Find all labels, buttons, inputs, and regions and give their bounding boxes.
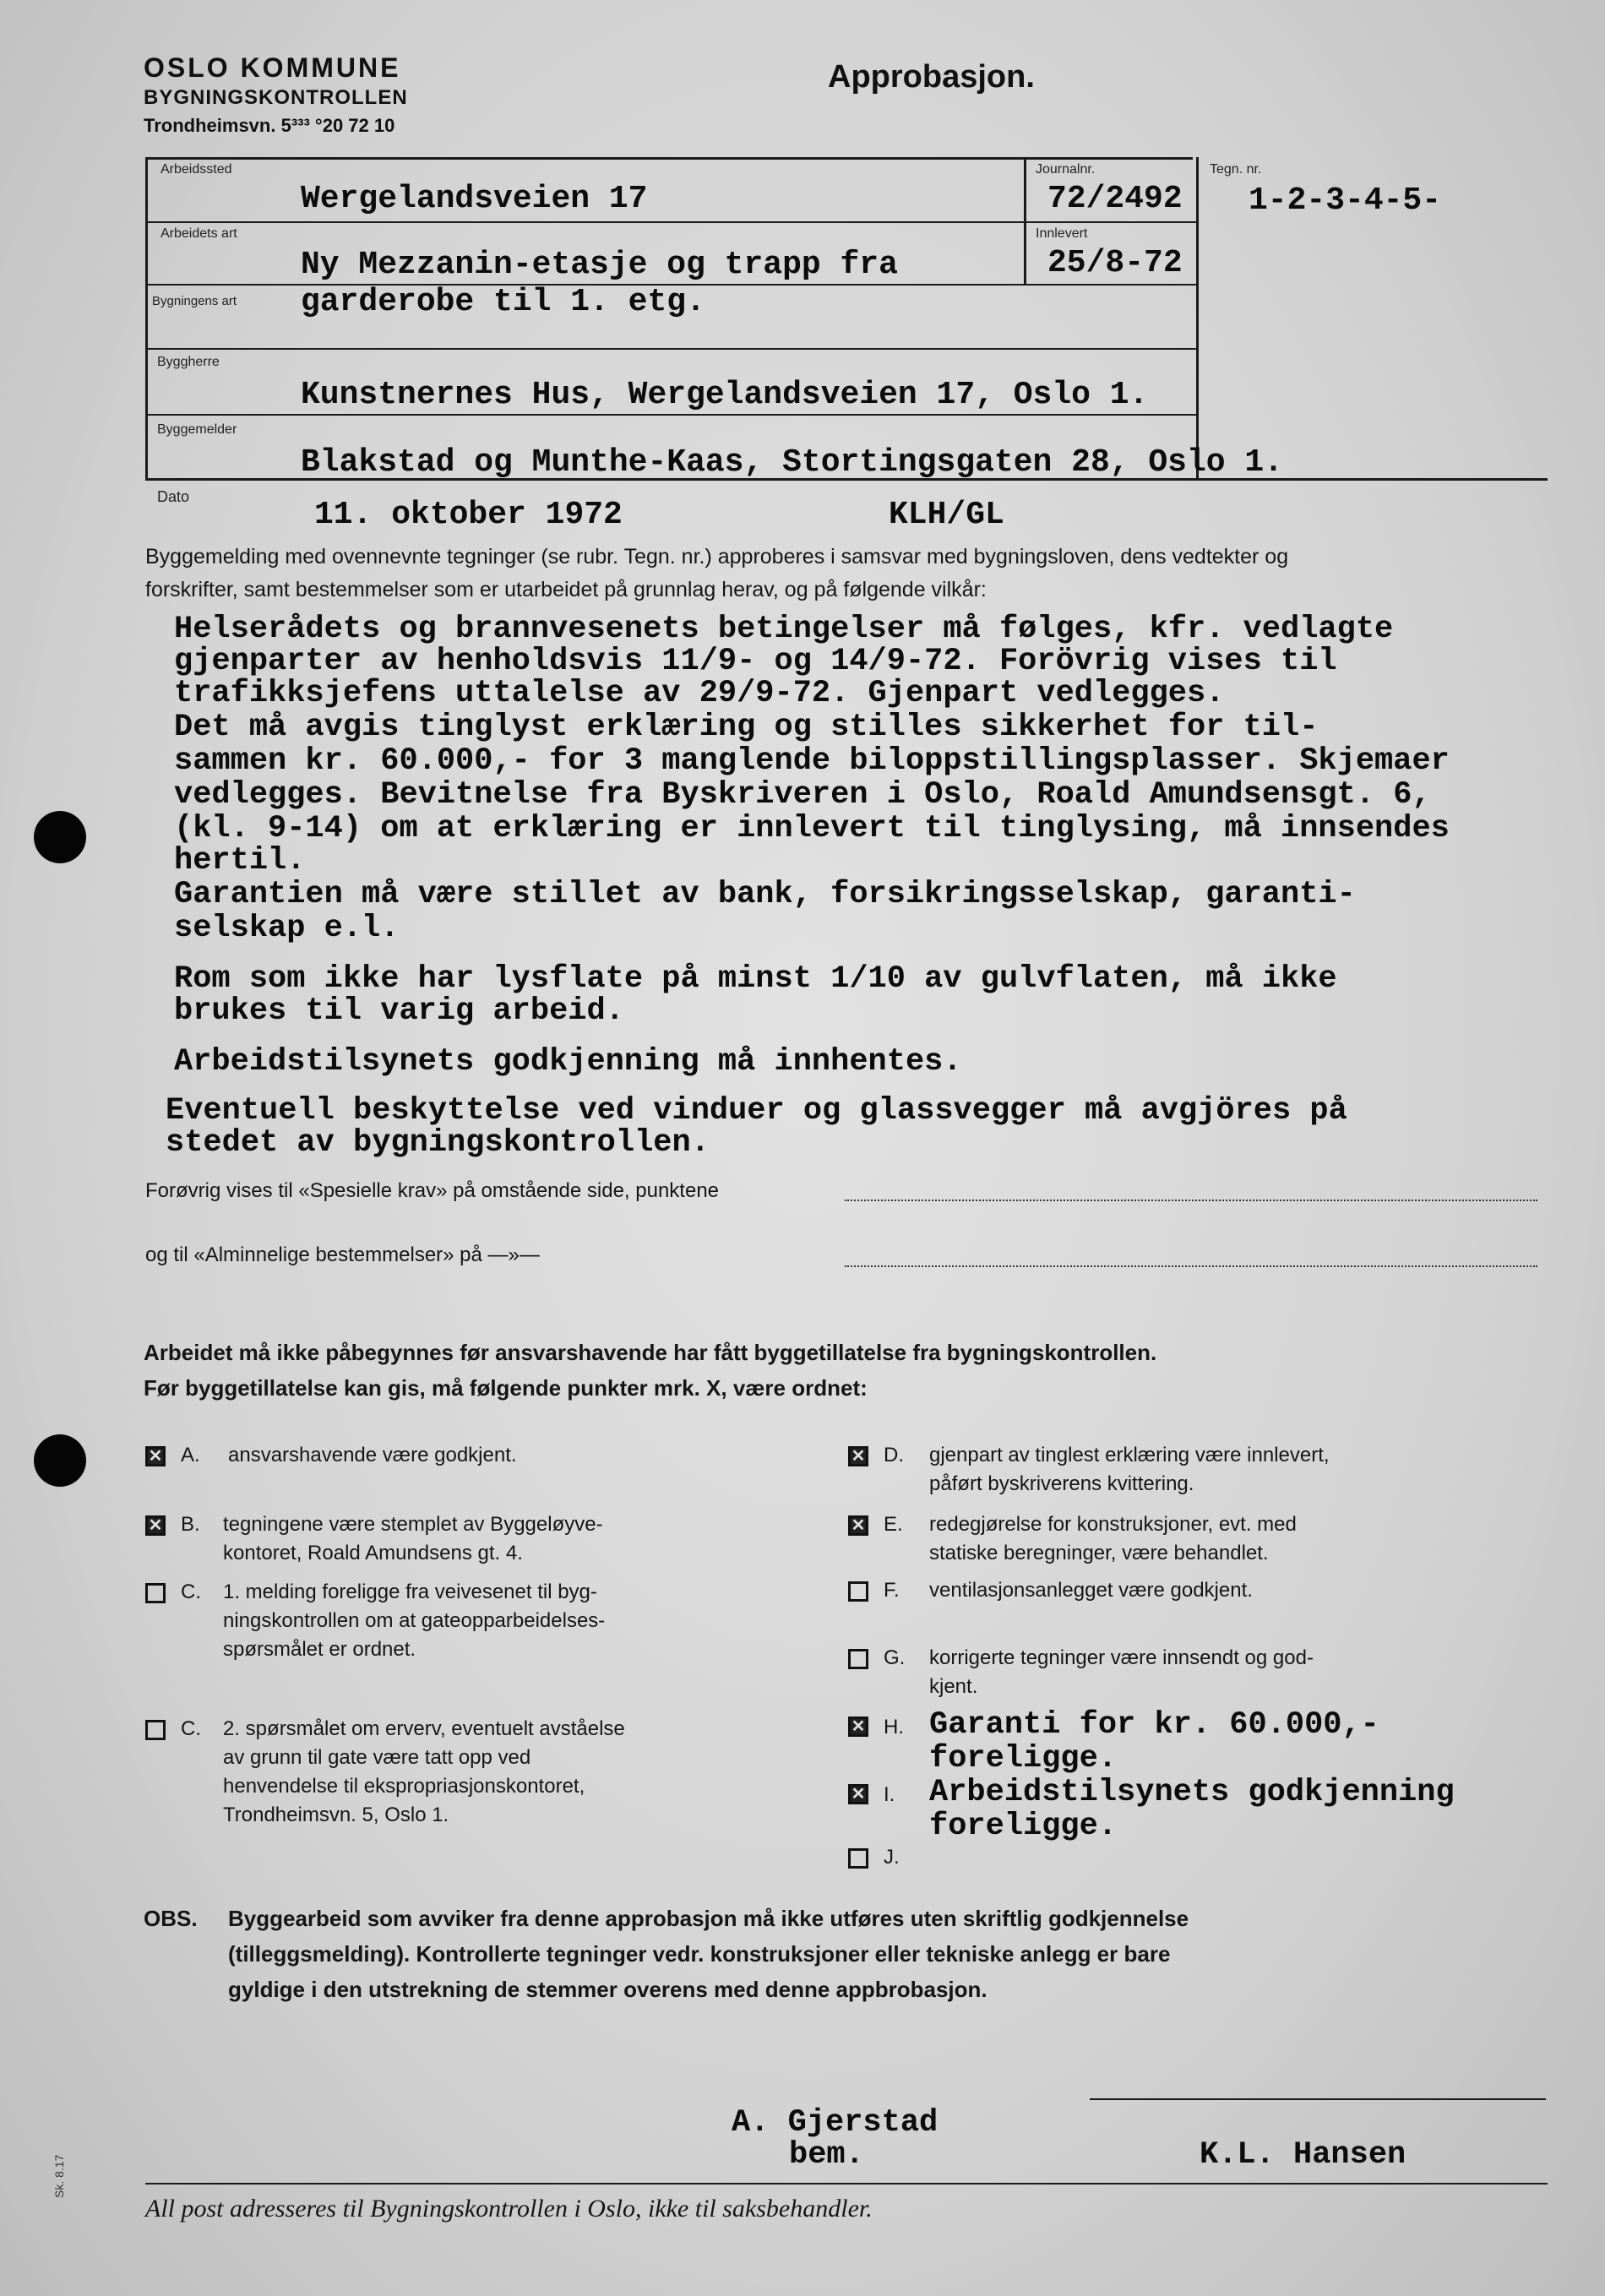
checkbox-a[interactable]: ✕: [145, 1446, 166, 1466]
ref-alminnelige: og til «Alminnelige bestemmelser» på —»—: [145, 1243, 540, 1266]
obs-label: OBS.: [144, 1906, 198, 1931]
condition-line: Arbeidstilsynets godkjenning må innhentes.: [174, 1044, 962, 1080]
arbeidets-art-label: Arbeidets art: [160, 226, 237, 241]
form-code: Sk. 8.17: [52, 2154, 66, 2198]
punch-hole-bottom: [34, 1434, 86, 1487]
tegn-label: Tegn. nr.: [1210, 162, 1262, 177]
signature-right-name: K.L. Hansen: [1200, 2137, 1406, 2173]
condition-line: stedet av bygningskontrollen.: [166, 1125, 710, 1161]
condition-line: Det må avgis tinglyst erklæring og stilles sikkerhet for til-: [174, 710, 1319, 745]
warning-line-1: Arbeidet må ikke påbegynnes før ansvarshavende har fått byggetillatelse fra bygningskontrollen.: [144, 1340, 1157, 1365]
form-left-border: [145, 157, 148, 478]
check-text: tegningene være stemplet av Byggeløyve- kontoret, Roald Amundsens gt. 4.: [223, 1513, 603, 1564]
checkbox-c2[interactable]: [145, 1720, 166, 1740]
ref-alminnelige-fill: [845, 1265, 1537, 1267]
signature-left-note: bem.: [789, 2137, 864, 2173]
check-text: 1. melding foreligge fra veivesenet til byg- ningskontrollen om at gateopparbeidelses- spørsmålet er ordnet.: [223, 1581, 606, 1661]
form-row-line-1: [145, 221, 1196, 223]
condition-line: (kl. 9-14) om at erklæring er innlevert til tinglysing, må innsendes: [174, 811, 1450, 846]
ref-spesielle-krav: Forøvrig vises til «Spesielle krav» på omstående side, punktene: [145, 1179, 720, 1202]
reference-initials: KLH/GL: [889, 497, 1004, 533]
check-letter: C.: [181, 1717, 201, 1740]
dato-value: 11. oktober 1972: [314, 497, 623, 533]
check-text: Garanti for kr. 60.000,- foreligge.: [929, 1707, 1379, 1776]
obs-line: gyldige i den utstrekning de stemmer overens med denne appbrobasjon.: [228, 1977, 987, 2002]
byggemelder-value: Blakstad og Munthe-Kaas, Stortingsgaten 28, Oslo 1.: [301, 444, 1283, 481]
byggherre-label: Byggherre: [157, 355, 220, 369]
check-letter: C.: [181, 1581, 201, 1603]
check-text: ventilasjonsanlegget være godkjent.: [929, 1579, 1253, 1602]
bygningens-art-value: garderobe til 1. etg.: [301, 284, 705, 320]
check-letter: F.: [884, 1579, 900, 1602]
intro-line-1: Byggemelding med ovennevnte tegninger (se rubr. Tegn. nr.) approberes i samsvar med bygningsloven, dens vedtekter og: [145, 545, 1289, 569]
check-text: redegjørelse for konstruksjoner, evt. med statiske beregninger, være behandlet.: [929, 1513, 1297, 1564]
check-letter: H.: [884, 1716, 904, 1738]
checkbox-e[interactable]: ✕: [848, 1515, 868, 1536]
footer-note: All post adresseres til Bygningskontrollen i Oslo, ikke til saksbehandler.: [145, 2195, 873, 2223]
journalnr-value: 72/2492: [1047, 181, 1183, 217]
checkbox-f[interactable]: [848, 1581, 868, 1602]
condition-line: sammen kr. 60.000,- for 3 manglende biloppstillingsplasser. Skjemaer: [174, 743, 1450, 779]
arbeidets-art-value: Ny Mezzanin-etasje og trapp fra: [301, 247, 898, 283]
check-letter: B.: [181, 1513, 200, 1536]
ref-spesielle-fill: [845, 1200, 1537, 1201]
check-text: korrigerte tegninger være innsendt og god- kjent.: [929, 1646, 1314, 1698]
condition-line: trafikksjefens uttalelse av 29/9-72. Gjenpart vedlegges.: [174, 676, 1225, 711]
punch-hole-top: [34, 811, 86, 863]
checkbox-i[interactable]: ✕: [848, 1784, 868, 1804]
checkbox-c1[interactable]: [145, 1583, 166, 1603]
innlevert-label: Innlevert: [1036, 226, 1088, 241]
check-text: gjenpart av tinglest erklæring være innlevert, påført byskriverens kvittering.: [929, 1444, 1330, 1495]
arbeidssted-value: Wergelandsveien 17: [301, 181, 648, 217]
condition-line: hertil.: [174, 843, 306, 879]
condition-line: gjenparter av henholdsvis 11/9- og 14/9-72. Forövrig vises til: [174, 644, 1337, 679]
checkbox-d[interactable]: ✕: [848, 1446, 868, 1466]
condition-line: vedlegges. Bevitnelse fra Byskriveren i Oslo, Roald Amundsensgt. 6,: [174, 777, 1431, 813]
org-address: Trondheimsvn. 5³³³ °20 72 10: [144, 115, 395, 136]
document-title: Approbasjon.: [828, 59, 1035, 95]
org-name: OSLO KOMMUNE: [144, 52, 401, 83]
condition-line: selskap e.l.: [174, 911, 400, 946]
form-row-line-3: [145, 348, 1196, 350]
checkbox-b[interactable]: ✕: [145, 1515, 166, 1536]
condition-line: Helserådets og brannvesenets betingelser må følges, kfr. vedlagte: [174, 612, 1394, 647]
check-letter: E.: [884, 1513, 903, 1536]
signature-left-name: A. Gjerstad: [732, 2105, 939, 2141]
signature-line: [1090, 2098, 1546, 2100]
check-text: ansvarshavende være godkjent.: [228, 1444, 517, 1466]
journalnr-label: Journalnr.: [1036, 162, 1096, 177]
check-letter: G.: [884, 1646, 906, 1669]
form-divider-journal: [1024, 157, 1026, 284]
bygningens-art-label: Bygningens art: [152, 294, 237, 308]
intro-line-2: forskrifter, samt bestemmelser som er utarbeidet på grunnlag herav, og på følgende vilkår:: [145, 578, 987, 601]
checkbox-g[interactable]: [848, 1649, 868, 1669]
byggemelder-label: Byggemelder: [157, 422, 237, 437]
form-top-border: [145, 157, 1193, 160]
warning-line-2: Før byggetillatelse kan gis, må følgende punkter mrk. X, være ordnet:: [144, 1375, 868, 1401]
checkbox-h[interactable]: ✕: [848, 1717, 868, 1737]
condition-line: Eventuell beskyttelse ved vinduer og glassvegger må avgjöres på: [166, 1093, 1347, 1129]
check-letter: A.: [181, 1444, 200, 1466]
obs-line: (tilleggsmelding). Kontrollerte tegninger vedr. konstruksjoner eller tekniske anlegg er bare: [228, 1941, 1171, 1967]
check-text: 2. spørsmålet om erverv, eventuelt avståelse av grunn til gate være tatt opp ved henvendelse til ekspropriasjonskontoret, Trondheimsvn. 5, Oslo 1.: [223, 1717, 625, 1826]
byggherre-value: Kunstnernes Hus, Wergelandsveien 17, Oslo 1.: [301, 377, 1149, 413]
condition-line: Rom som ikke har lysflate på minst 1/10 av gulvflaten, må ikke: [174, 961, 1337, 997]
check-text: Arbeidstilsynets godkjenning foreligge.: [929, 1775, 1455, 1844]
condition-line: Garantien må være stillet av bank, forsikringsselskap, garanti-: [174, 877, 1356, 912]
obs-line: Byggearbeid som avviker fra denne approbasjon må ikke utføres uten skriftlig godkjennelse: [228, 1906, 1189, 1931]
arbeidssted-label: Arbeidssted: [160, 162, 232, 177]
dato-label: Dato: [157, 488, 190, 505]
check-letter: D.: [884, 1444, 904, 1466]
checkbox-j[interactable]: [848, 1848, 868, 1869]
org-department: BYGNINGSKONTROLLEN: [144, 86, 408, 109]
form-divider-tegn: [1196, 157, 1199, 478]
check-letter: I.: [884, 1783, 895, 1806]
innlevert-value: 25/8-72: [1047, 245, 1183, 281]
form-row-line-4: [145, 414, 1196, 416]
tegn-value: 1-2-3-4-5-: [1249, 182, 1442, 219]
footer-rule: [145, 2183, 1548, 2184]
check-letter: J.: [884, 1846, 900, 1869]
condition-line: brukes til varig arbeid.: [174, 993, 624, 1029]
